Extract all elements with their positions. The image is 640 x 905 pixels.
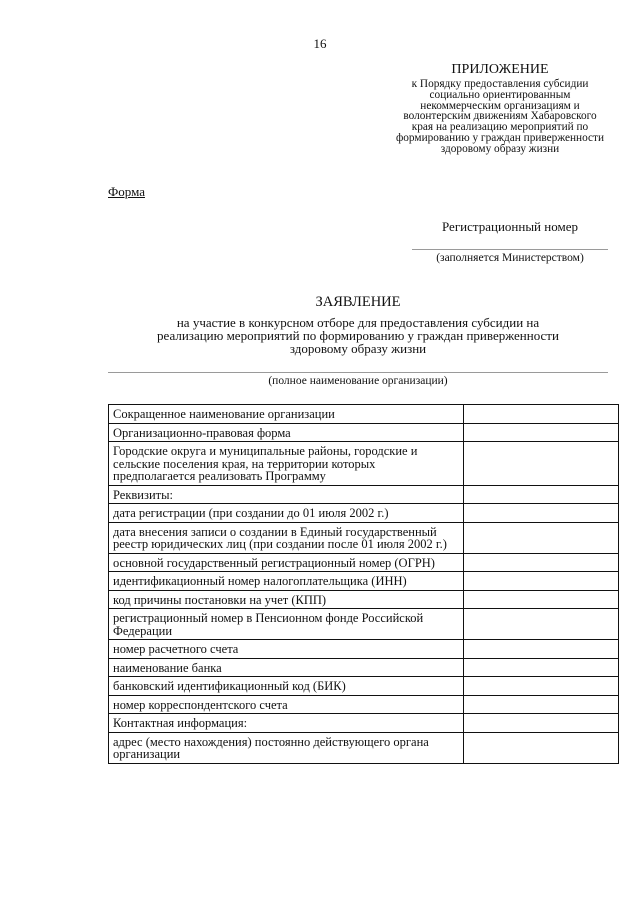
row-label: Реквизиты: [109,485,464,504]
row-label: Контактная информация: [109,714,464,733]
registration-note: (заполняется Министерством) [436,252,584,264]
row-value-field[interactable] [464,658,619,677]
row-value-field[interactable] [464,695,619,714]
row-label: Организационно-правовая форма [109,423,464,442]
document-title: ЗАЯВЛЕНИЕ [315,294,401,310]
row-value-field[interactable] [464,485,619,504]
table-row [109,522,619,553]
organization-name-field[interactable] [108,372,608,373]
row-value-field[interactable] [464,405,619,424]
table-row [109,553,619,572]
row-label: дата внесения записи о создании в Единый государственный реестр юридических лиц (при создании после 01 июля 2002 г.) [109,522,464,553]
row-label: номер корреспондентского счета [109,695,464,714]
row-value-field[interactable] [464,640,619,659]
table-row [109,504,619,523]
row-value-field[interactable] [464,553,619,572]
row-label: идентификационный номер налогоплательщика (ИНН) [109,572,464,591]
page-number: 16 [313,36,327,51]
document-subtitle: на участие в конкурсном отборе для предоставления субсидии на реализацию мероприятий по формированию у граждан приверженности здоровому образу жизни [157,315,559,356]
table-row [109,405,619,424]
row-value-field[interactable] [464,442,619,486]
row-value-field[interactable] [464,714,619,733]
organization-name-note: (полное наименование организации) [268,375,448,387]
table-row [109,423,619,442]
row-label: адрес (место нахождения) постоянно действующего органа организации [109,732,464,763]
table-row [109,677,619,696]
row-label: наименование банка [109,658,464,677]
row-value-field[interactable] [464,590,619,609]
table-row [109,590,619,609]
appendix-text: к Порядку предоставления субсидии социально ориентированным некоммерческим организациям и волонтерским движениям Хабаровского края на реализацию мероприятий по формированию у граждан приверженности здоровому образу жизни [395,78,605,155]
table-row [109,442,619,486]
row-value-field[interactable] [464,572,619,591]
row-label: основной государственный регистрационный номер (ОГРН) [109,553,464,572]
registration-number-field[interactable] [412,249,608,250]
row-value-field[interactable] [464,732,619,763]
appendix-title: ПРИЛОЖЕНИЕ [451,62,549,77]
row-label: номер расчетного счета [109,640,464,659]
row-value-field[interactable] [464,504,619,523]
table-row [109,658,619,677]
application-form-table [108,404,619,764]
row-label: Сокращенное наименование организации [109,405,464,424]
row-value-field[interactable] [464,423,619,442]
registration-number-label: Регистрационный номер [442,219,578,234]
table-row [109,714,619,733]
table-row [109,640,619,659]
row-label: код причины постановки на учет (КПП) [109,590,464,609]
row-value-field[interactable] [464,677,619,696]
table-row [109,695,619,714]
row-label: банковский идентификационный код (БИК) [109,677,464,696]
row-label: регистрационный номер в Пенсионном фонде Российской Федерации [109,609,464,640]
table-row [109,609,619,640]
table-row [109,572,619,591]
row-label: дата регистрации (при создании до 01 июля 2002 г.) [109,504,464,523]
row-label: Городские округа и муниципальные районы, городские и сельские поселения края, на территории которых предполагается реализовать Программу [109,442,464,486]
table-row [109,485,619,504]
table-row [109,732,619,763]
row-value-field[interactable] [464,609,619,640]
form-label: Форма [108,184,145,199]
row-value-field[interactable] [464,522,619,553]
